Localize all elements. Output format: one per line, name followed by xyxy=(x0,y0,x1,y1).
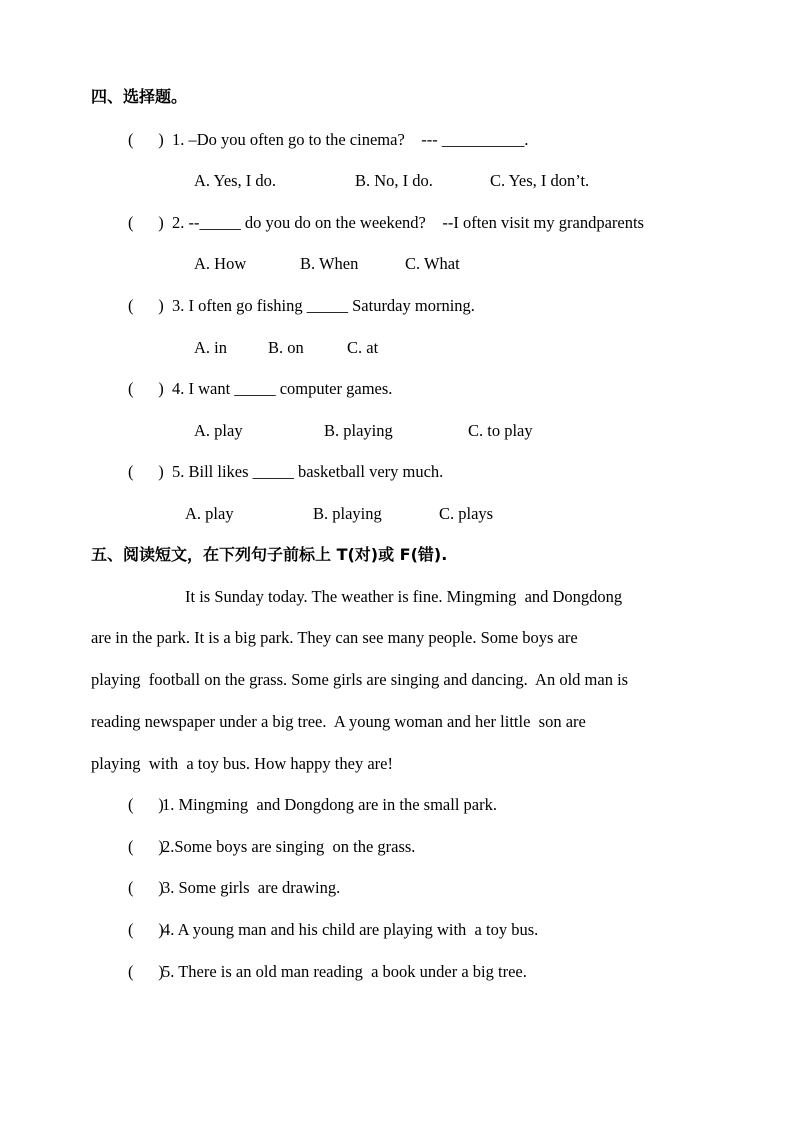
option-a: A. How xyxy=(194,254,247,273)
passage-line: playing football on the grass. Some girls are singing and dancing. An old man is xyxy=(91,670,629,689)
passage-line: playing with a toy bus. How happy they are! xyxy=(91,754,393,773)
answer-bracket[interactable]: ( ) xyxy=(128,837,164,856)
statement-text: 5. There is an old man reading a book under a big tree. xyxy=(162,962,527,981)
question-text: 4. I want _____ computer games. xyxy=(172,379,393,398)
option-a: A. play xyxy=(194,421,243,440)
option-c: C. Yes, I don’t. xyxy=(490,171,590,190)
question-text: 3. I often go fishing _____ Saturday morning. xyxy=(172,296,475,315)
question-text: 5. Bill likes _____ basketball very much. xyxy=(172,462,444,481)
section-4-title: 四、选择题。 xyxy=(91,87,188,106)
option-a: A. in xyxy=(194,338,227,357)
option-c: C. plays xyxy=(439,504,494,523)
answer-bracket[interactable]: ( ) xyxy=(128,130,164,149)
option-b: B. playing xyxy=(324,421,393,440)
answer-bracket[interactable]: ( ) xyxy=(128,379,164,398)
option-b: B. No, I do. xyxy=(355,171,433,190)
passage-line: reading newspaper under a big tree. A young woman and her little son are xyxy=(91,712,586,731)
answer-bracket[interactable]: ( ) xyxy=(128,213,164,232)
answer-bracket[interactable]: ( ) xyxy=(128,462,164,481)
answer-bracket[interactable]: ( ) xyxy=(128,795,164,814)
passage-line: It is Sunday today. The weather is fine. Mingming and Dongdong xyxy=(185,587,623,606)
option-a: A. Yes, I do. xyxy=(194,171,277,190)
passage-line: are in the park. It is a big park. They can see many people. Some boys are xyxy=(91,628,578,647)
option-c: C. What xyxy=(405,254,460,273)
question-text: 2. --_____ do you do on the weekend? --I often visit my grandparents xyxy=(172,213,644,232)
statement-text: 1. Mingming and Dongdong are in the small park. xyxy=(162,795,497,814)
answer-bracket[interactable]: ( ) xyxy=(128,296,164,315)
option-a: A. play xyxy=(185,504,234,523)
section-5-title: 五、阅读短文，在下列句子前标上 T(对)或 F(错). xyxy=(91,545,448,564)
statement-text: 3. Some girls are drawing. xyxy=(162,878,341,897)
answer-bracket[interactable]: ( ) xyxy=(128,962,164,981)
question-text: 1. –Do you often go to the cinema? --- __________. xyxy=(172,130,529,149)
statement-text: 4. A young man and his child are playing with a toy bus. xyxy=(162,920,539,939)
answer-bracket[interactable]: ( ) xyxy=(128,878,164,897)
statement-text: 2.Some boys are singing on the grass. xyxy=(162,837,416,856)
option-c: C. to play xyxy=(468,421,533,440)
option-b: B. When xyxy=(300,254,359,273)
option-b: B. playing xyxy=(313,504,382,523)
option-c: C. at xyxy=(347,338,379,357)
option-b: B. on xyxy=(268,338,304,357)
answer-bracket[interactable]: ( ) xyxy=(128,920,164,939)
